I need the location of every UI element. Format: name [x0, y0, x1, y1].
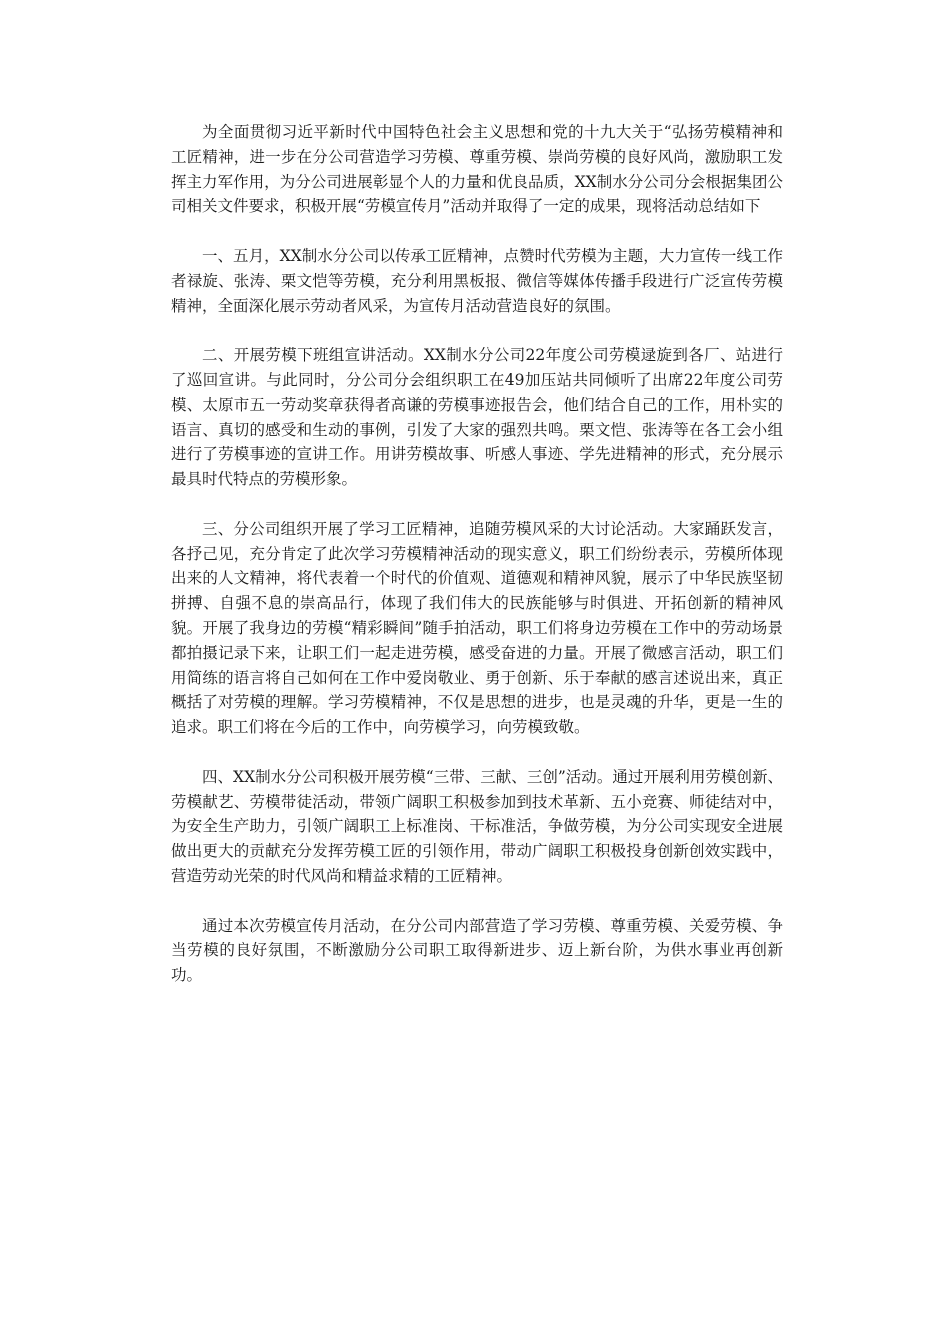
conclusion-paragraph: 通过本次劳模宣传月活动，在分公司内部营造了学习劳模、尊重劳模、关爱劳模、争当劳模的良好氛围，不断激励分公司职工取得新进步、迈上新台阶，为供水事业再创新功。: [171, 916, 783, 985]
section-two-paragraph: 二、开展劳模下班组宣讲活动。XX制水分公司22年度公司劳模逯旋到各厂、站进行了巡回宣讲。与此同时，分公司分会组织职工在49加压站共同倾听了出席22年度公司劳模、太原市五一劳动奖章获得者高谦的劳模事迹报告会，他们结合自己的工作，用朴实的语言、真切的感受和生动的事例，引发了大家的强烈共鸣。栗文恺、张涛等在各工会小组进行了劳模事迹的宣讲工作。用讲劳模故事、听感人事迹、学先进精神的形式，充分展示最具时代特点的劳模形象。: [171, 346, 783, 489]
section-four-paragraph: 四、XX制水分公司积极开展劳模“三带、三献、三创”活动。通过开展利用劳模创新、劳模献艺、劳模带徒活动，带领广阔职工积极参加到技术革新、五小竞赛、师徒结对中，为安全生产助力，引领广阔职工上标准岗、干标准活，争做劳模，为分公司实现安全进展做出更大的贡献充分发挥劳模工匠的引领作用，带动广阔职工积极投身创新创效实践中，营造劳动光荣的时代风尚和精益求精的工匠精神。: [171, 767, 783, 885]
intro-paragraph: 为全面贯彻习近平新时代中国特色社会主义思想和党的十九大关于“弘扬劳模精神和工匠精神，进一步在分公司营造学习劳模、尊重劳模、崇尚劳模的良好风尚，激励职工发挥主力军作用，为分公司进展彰显个人的力量和优良品质，XX制水分公司分会根据集团公司相关文件要求，积极开展“劳模宣传月”活动并取得了一定的成果，现将活动总结如下: [171, 123, 783, 216]
section-three-paragraph: 三、分公司组织开展了学习工匠精神，追随劳模风采的大讨论活动。大家踊跃发言，各抒己见，充分肯定了此次学习劳模精神活动的现实意义，职工们纷纷表示，劳模所体现出来的人文精神，将代表着一个时代的价值观、道德观和精神风貌，展示了中华民族坚韧拼搏、自强不息的崇高品行，体现了我们伟大的民族能够与时俱进、开拓创新的精神风貌。开展了我身边的劳模“精彩瞬间”随手拍活动，职工们将身边劳模在工作中的劳动场景都拍摄记录下来，让职工们一起走进劳模，感受奋进的力量。开展了微感言活动，职工们用简练的语言将自己如何在工作中爱岗敬业、勇于创新、乐于奉献的感言述说出来，真正概括了对劳模的理解。学习劳模精神，不仅是思想的进步，也是灵魂的升华，更是一生的追求。职工们将在今后的工作中，向劳模学习，向劳模致敬。: [171, 519, 783, 737]
document-body: [171, 120, 783, 1013]
section-one-paragraph: 一、五月，XX制水分公司以传承工匠精神，点赞时代劳模为主题，大力宣传一线工作者禄旋、张涛、栗文恺等劳模，充分利用黑板报、微信等媒体传播手段进行广泛宣传劳模精神，全面深化展示劳动者风采，为宣传月活动营造良好的氛围。: [171, 246, 783, 315]
